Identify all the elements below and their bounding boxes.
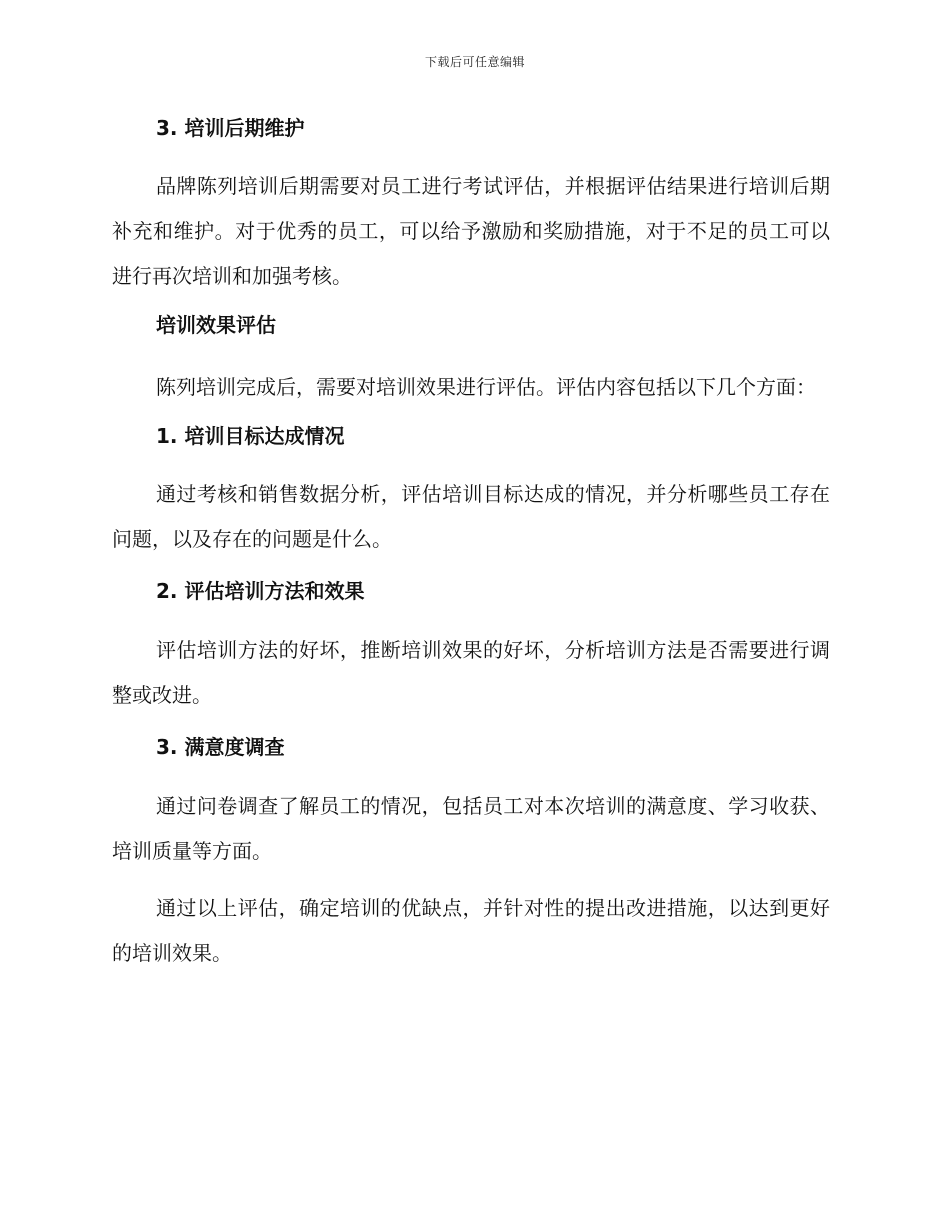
paragraph-goal-achievement: 通过考核和销售数据分析，评估培训目标达成的情况，并分析哪些员工存在问题，以及存在的问题是什么。 (112, 482, 830, 551)
heading-satisfaction-survey: 3. 满意度调查 (156, 735, 285, 759)
paragraph-conclusion: 通过以上评估，确定培训的优缺点，并针对性的提出改进措施，以达到更好的培训效果。 (112, 896, 830, 965)
heading-goal-achievement: 1. 培训目标达成情况 (156, 424, 345, 448)
heading-method-evaluation: 2. 评估培训方法和效果 (156, 579, 365, 603)
paragraph-post-training-maintenance: 品牌陈列培训后期需要对员工进行考试评估，并根据评估结果进行培训后期补充和维护。对于优秀的员工，可以给予激励和奖励措施，对于不足的员工可以进行再次培训和加强考核。 (112, 174, 830, 288)
heading-training-evaluation: 培训效果评估 (156, 313, 276, 337)
heading-post-training-maintenance: 3. 培训后期维护 (156, 116, 305, 140)
document-body (112, 112, 830, 976)
header-note: 下载后可任意编辑 (424, 55, 525, 69)
paragraph-training-evaluation: 陈列培训完成后，需要对培训效果进行评估。评估内容包括以下几个方面： (156, 375, 816, 399)
paragraph-satisfaction-survey: 通过问卷调查了解员工的情况，包括员工对本次培训的满意度、学习收获、培训质量等方面。 (112, 794, 830, 863)
paragraph-method-evaluation: 评估培训方法的好坏，推断培训效果的好坏，分析培训方法是否需要进行调整或改进。 (112, 638, 830, 707)
